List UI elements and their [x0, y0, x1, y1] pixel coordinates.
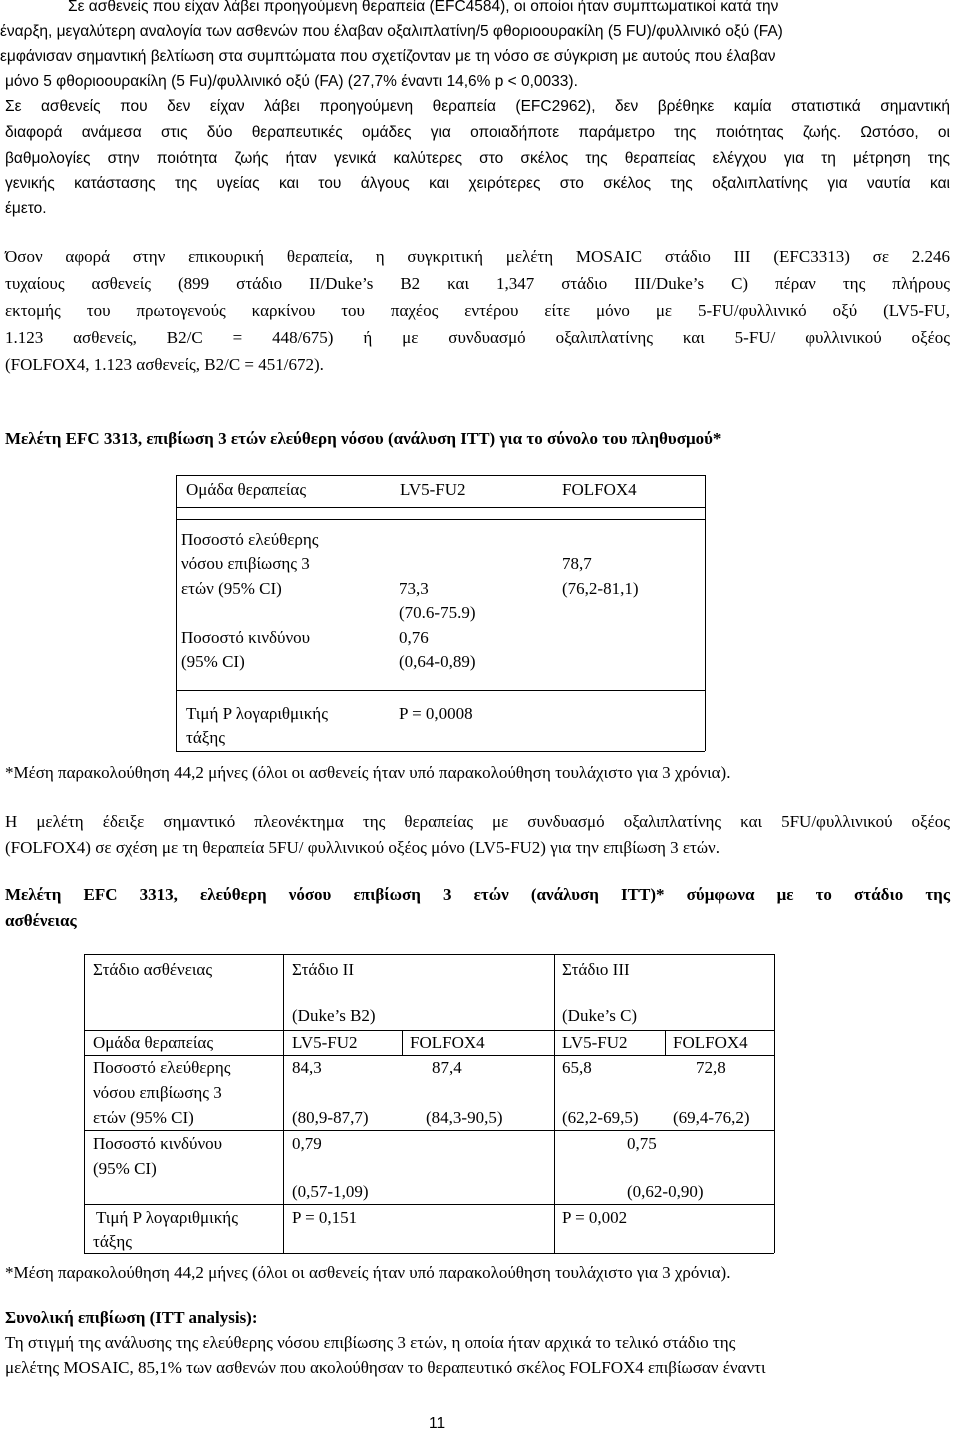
intro-p1-line: Σε ασθενείς που είχαν λάβει προηγούμενη θεραπεία (EFC4584), οι οποίοι ήταν συμπτωματικοί κατά την	[68, 0, 779, 15]
table2-dfs-value: 87,4	[432, 1058, 462, 1077]
table2-title: ασθένειας	[5, 911, 77, 930]
table-rule	[176, 475, 705, 476]
intro-p2-line: έμετο.	[5, 200, 47, 217]
intro-p1-line: μόνο 5 φθοριοουρακίλη (5 Fu)/φυλλινικό οξύ (FA) (27,7% έναντι 14,6% p < 0,0033).	[5, 73, 578, 90]
result-line: Η μελέτη έδειξε σημαντικό πλεονέκτημα της θεραπείας με συνδυασμό οξαλιπλατίνης και 5FU/φυλλινικού οξέος	[5, 812, 950, 831]
table2-stage2-duke: (Duke’s B2)	[292, 1006, 376, 1025]
table2-p-value: P = 0,151	[292, 1208, 358, 1227]
table2-dfs-value: 65,8	[562, 1058, 592, 1077]
table1-header-group: Ομάδα θεραπείας	[186, 480, 307, 499]
table-rule	[176, 690, 705, 691]
table2-p-label: τάξης	[93, 1232, 132, 1251]
table2-group: FOLFOX4	[410, 1033, 485, 1052]
table1-dfs-label: Ποσοστό ελεύθερης	[181, 530, 319, 549]
table2-hr-value: 0,75	[627, 1134, 657, 1153]
table2-hr-value: 0,79	[292, 1134, 322, 1153]
table2-hr-ci: (0,57-1,09)	[292, 1182, 369, 1201]
intro-p1-line: έναρξη, μεγαλύτερη αναλογία των ασθενών που έλαβαν οξαλιπλατίνη/5 φθοριοουρακίλη (5 FU)/φυλλινικό οξύ (FA)	[0, 23, 783, 40]
table2-stage2: Στάδιο II	[292, 960, 354, 979]
table-rule	[705, 475, 706, 751]
adjuvant-line: Όσον αφορά στην επικουρική θεραπεία, η συγκριτική μελέτη MOSAIC στάδιο III (EFC3313) σε 2.246	[5, 247, 950, 266]
table1-dfs-label: ετών (95% CI)	[181, 579, 282, 598]
table1-p-label: τάξης	[186, 728, 225, 747]
intro-p2-line: βαθμολογίες στην ποιότητα ζωής ήταν γενικά καλύτερες στο σκέλος της θεραπείας ελέγχου για τη μέτρηση της	[5, 150, 950, 167]
table1-hr-value: 0,76	[399, 628, 429, 647]
table-rule	[176, 519, 705, 520]
table1-hr-ci: (0,64-0,89)	[399, 652, 476, 671]
table2-stage-label: Στάδιο ασθένειας	[93, 960, 213, 979]
table2-dfs-ci: (84,3-90,5)	[426, 1108, 503, 1127]
table1-dfs-folfox4-ci: (76,2-81,1)	[562, 579, 639, 598]
table-rule	[84, 1204, 774, 1205]
table2-dfs-value: 72,8	[696, 1058, 726, 1077]
table1-dfs-lv5fu2: 73,3	[399, 579, 429, 598]
table2-stage3-duke: (Duke’s C)	[562, 1006, 638, 1025]
table2-group: LV5-FU2	[562, 1033, 628, 1052]
table2-hr-label: Ποσοστό κινδύνου	[93, 1134, 223, 1153]
table2-p-value: P = 0,002	[562, 1208, 628, 1227]
table2-group: LV5-FU2	[292, 1033, 358, 1052]
intro-p2-line: Σε ασθενείς που δεν είχαν λάβει προηγούμενη θεραπεία (EFC2962), δεν βρέθηκε καμία στατιστικά σημαντική	[5, 98, 950, 115]
table-rule	[554, 954, 555, 1253]
table-rule	[176, 475, 177, 751]
table1-title: Μελέτη EFC 3313, επιβίωση 3 ετών ελεύθερη νόσου (ανάλυση ITT) για το σύνολο του πληθυσμού*	[5, 429, 722, 448]
table2-dfs-label: Ποσοστό ελεύθερης	[93, 1058, 231, 1077]
table1-p-label: Τιμή P λογαριθμικής	[186, 704, 328, 723]
adjuvant-line: εκτομής του πρωτογενούς καρκίνου του παχέος εντέρου είτε μόνο με 5-FU/φυλλινικό οξύ (LV5-FU,	[5, 301, 950, 320]
table-rule	[176, 507, 705, 508]
table1-header-folfox4: FOLFOX4	[562, 480, 637, 499]
table1-dfs-label: νόσου επιβίωσης 3	[181, 554, 310, 573]
table-rule	[84, 1253, 774, 1254]
table2-dfs-ci: (80,9-87,7)	[292, 1108, 369, 1127]
table2-title: Μελέτη EFC 3313, ελεύθερη νόσου επιβίωση 3 ετών (ανάλυση ITT)* σύμφωνα με το στάδιο της	[5, 885, 950, 904]
table2-dfs-label: ετών (95% CI)	[93, 1108, 194, 1127]
table2-dfs-ci: (69,4-76,2)	[673, 1108, 750, 1127]
table1-footnote: *Μέση παρακολούθηση 44,2 μήνες (όλοι οι ασθενείς ήταν υπό παρακολούθηση τουλάχιστο για 3 χρόνια).	[5, 763, 731, 782]
result-line: (FOLFOX4) σε σχέση με τη θεραπεία 5FU/ φυλλινικού οξέος μόνο (LV5-FU2) για την επιβίωση 3 ετών.	[5, 838, 720, 857]
table2-hr-ci: (0,62-0,90)	[627, 1182, 704, 1201]
table-rule	[402, 1030, 403, 1055]
table2-p-label: Τιμή P λογαριθμικής	[96, 1208, 238, 1227]
table2-dfs-ci: (62,2-69,5)	[562, 1108, 639, 1127]
table-rule	[665, 1030, 666, 1055]
overall-line: Τη στιγμή της ανάλυσης της ελεύθερης νόσου επιβίωσης 3 ετών, η οποία ήταν αρχικά το τελικό στάδιο της	[5, 1333, 736, 1352]
intro-p2-line: διαφορά ανάμεσα στις δύο θεραπευτικές ομάδες για οποιαδήποτε παράμετρο της ποιότητας ζωής. Ωστόσο, οι	[5, 124, 950, 141]
overall-heading: Συνολική επιβίωση (ITT analysis):	[5, 1308, 258, 1327]
table1-hr-label: (95% CI)	[181, 652, 245, 671]
table1-dfs-folfox4: 78,7	[562, 554, 592, 573]
intro-p1-line: εμφάνισαν σημαντική βελτίωση στα συμπτώματα που σχετίζονταν με τη νόσο σε σύγκριση με αυτούς που έλαβαν	[0, 48, 776, 65]
adjuvant-line: 1.123 ασθενείς, B2/C = 448/675) ή με συνδυασμό οξαλιπλατίνης και 5-FU/ φυλλινικού οξέος	[5, 328, 950, 347]
table1-dfs-lv5fu2-ci: (70.6-75.9)	[399, 603, 476, 622]
table2-hr-label: (95% CI)	[93, 1159, 157, 1178]
table2-group: FOLFOX4	[673, 1033, 748, 1052]
table2-stage3: Στάδιο III	[562, 960, 630, 979]
table2-dfs-label: νόσου επιβίωσης 3	[93, 1083, 222, 1102]
table-rule	[84, 1130, 774, 1131]
table1-p-value: P = 0,0008	[399, 704, 473, 723]
overall-line: μελέτης MOSAIC, 85,1% των ασθενών που ακολούθησαν το θεραπευτικό σκέλος FOLFOX4 επιβίωσαν έναντι	[5, 1358, 766, 1377]
page-number: 11	[429, 1415, 446, 1432]
table1-hr-label: Ποσοστό κινδύνου	[181, 628, 311, 647]
intro-p2-line: γενικής κατάστασης της υγείας και του άλγους και χειρότερες στο σκέλος της οξαλιπλατίνης για ναυτία και	[5, 175, 950, 192]
table-rule	[84, 954, 85, 1253]
table2-group-label: Ομάδα θεραπείας	[93, 1033, 214, 1052]
adjuvant-line: (FOLFOX4, 1.123 ασθενείς, B2/C = 451/672).	[5, 355, 324, 374]
table1-header-lv5fu2: LV5-FU2	[400, 480, 466, 499]
table-rule	[774, 954, 775, 1253]
table-rule	[283, 954, 284, 1253]
table2-dfs-value: 84,3	[292, 1058, 322, 1077]
table-rule	[84, 954, 774, 955]
adjuvant-line: τυχαίους ασθενείς (899 στάδιο II/Duke’s B2 και 1,347 στάδιο III/Duke’s C) πέραν της πλήρους	[5, 274, 950, 293]
table2-footnote: *Μέση παρακολούθηση 44,2 μήνες (όλοι οι ασθενείς ήταν υπό παρακολούθηση τουλάχιστο για 3 χρόνια).	[5, 1263, 731, 1282]
table-rule	[176, 751, 705, 752]
